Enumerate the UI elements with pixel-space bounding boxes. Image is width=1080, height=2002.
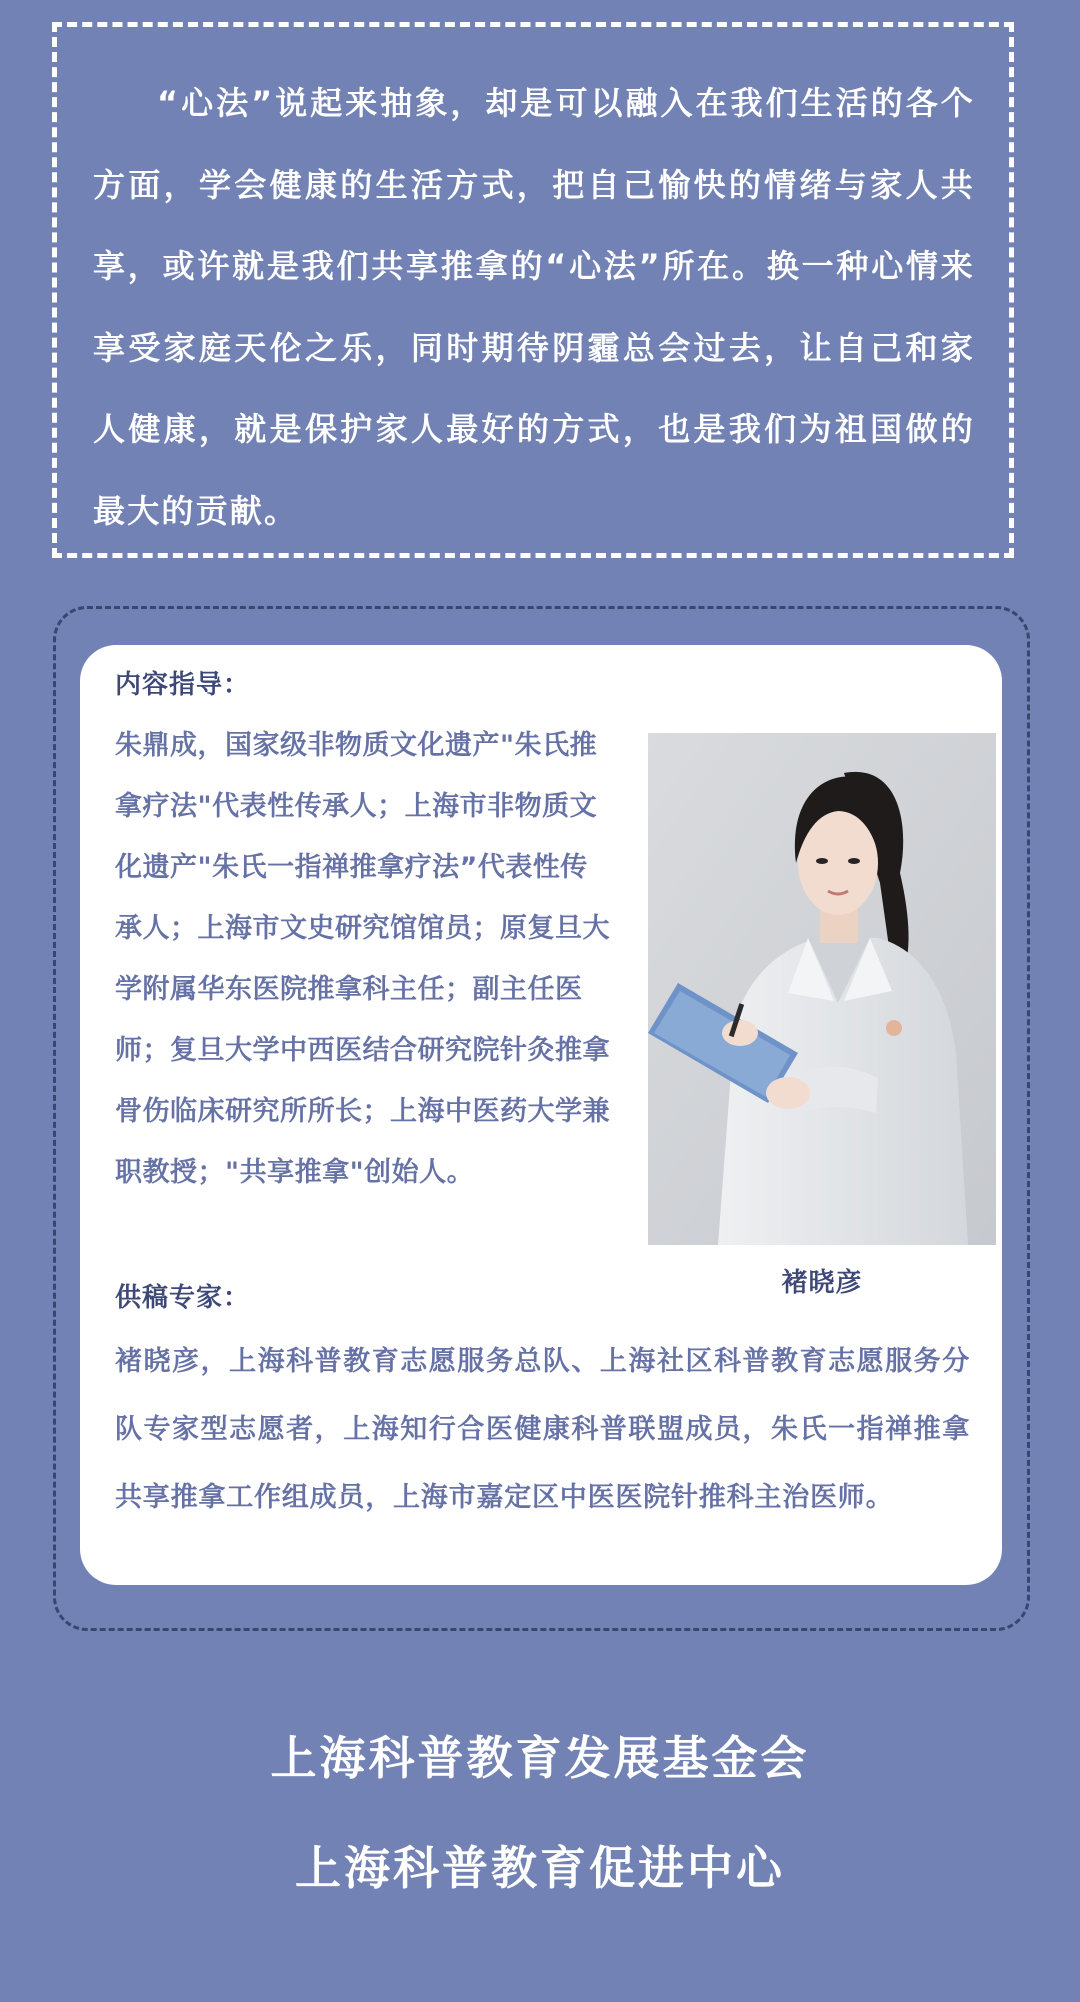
- quote-text: “心法”说起来抽象，却是可以融入在我们生活的各个方面，学会健康的生活方式，把自己愉快的情绪与家人共享，或许就是我们共享推拿的“心法”所在。换一种心情来享受家庭天伦之乐，同时期待阴霾总会过去，让自己和家人健康，就是保护家人最好的方式，也是我们为祖国做的最大的贡献。: [93, 84, 975, 530]
- info-card: [80, 645, 1002, 1585]
- author-heading: 供稿专家：: [115, 1283, 251, 1313]
- quote-box: [52, 22, 1014, 558]
- photo-caption: 褚晓彦: [781, 1268, 863, 1298]
- footer-org-center: 上海科普教育促进中心: [295, 1841, 785, 1895]
- author-text: 褚晓彦，上海科普教育志愿服务总队、上海社区科普教育志愿服务分队专家型志愿者，上海知行合医健康科普联盟成员，朱氏一指禅推拿共享推拿工作组成员，上海市嘉定区中医医院针推科主治医师。: [115, 1346, 970, 1513]
- footer-org-foundation: 上海科普教育发展基金会: [270, 1731, 810, 1785]
- guidance-text: 朱鼎成，国家级非物质文化遗产"朱氏推拿疗法"代表性传承人；上海市非物质文化遗产"朱氏一指禅推拿疗法”代表性传承人；上海市文史研究馆馆员；原复旦大学附属华东医院推拿科主任；副主任医师；复旦大学中西医结合研究院针灸推拿骨伤临床研究所所长；上海中医药大学兼职教授；"共享推拿"创始人。: [115, 730, 610, 1188]
- guidance-heading: 内容指导：: [115, 670, 251, 700]
- expert-photo: [648, 733, 996, 1245]
